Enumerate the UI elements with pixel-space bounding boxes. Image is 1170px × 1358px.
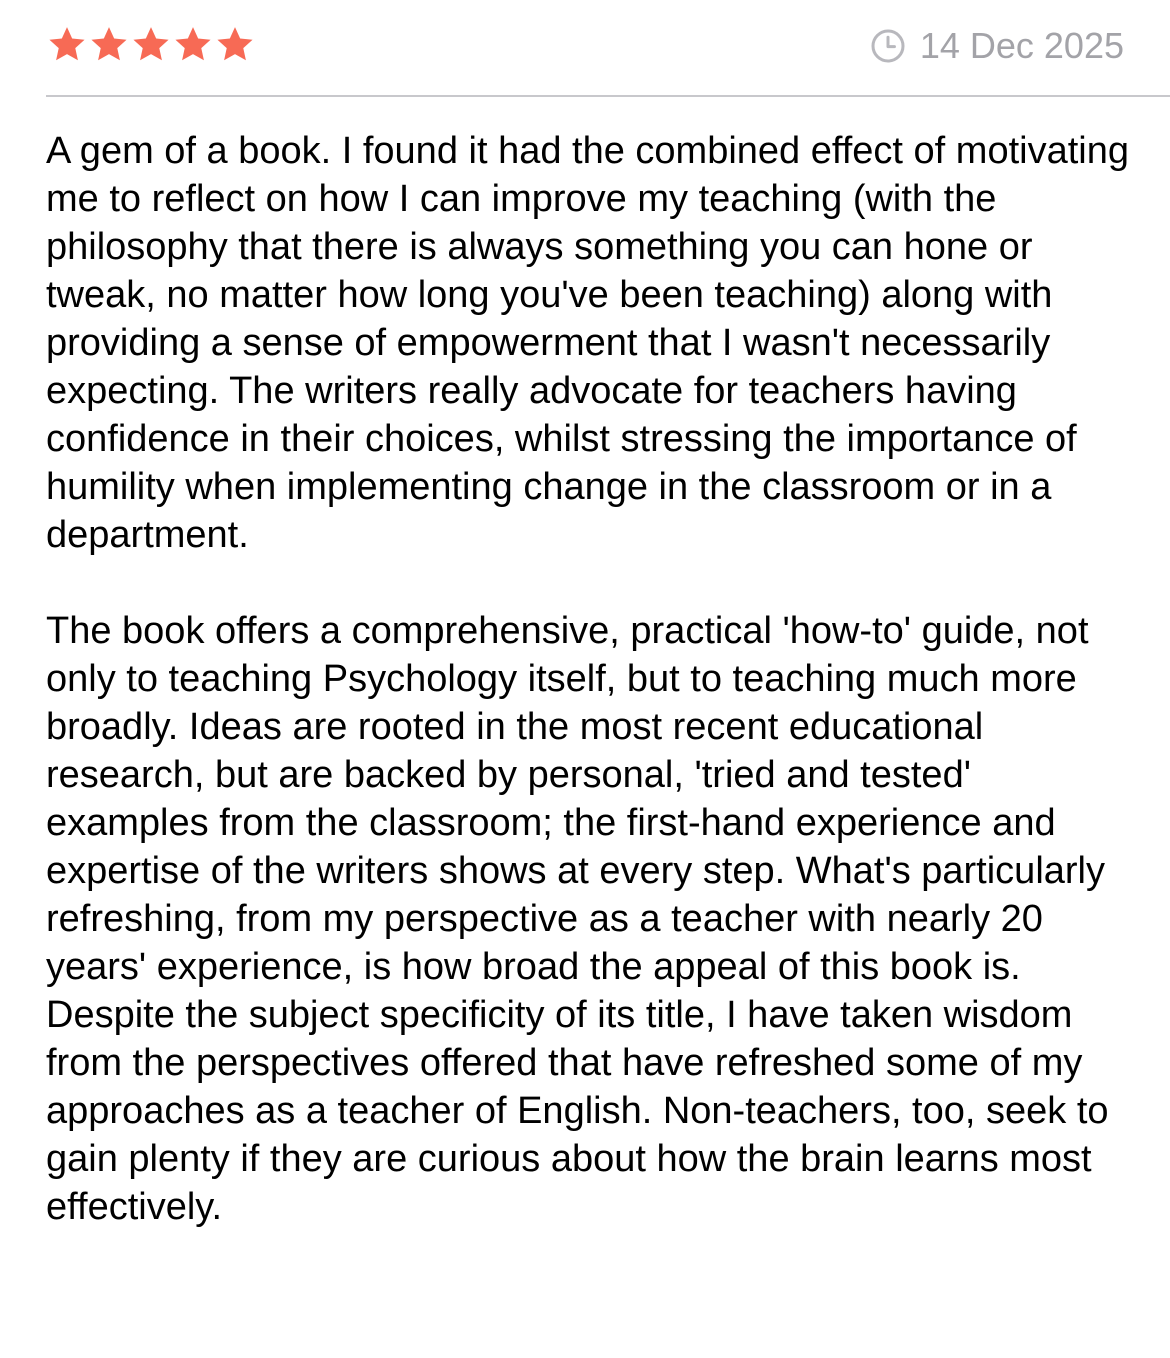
review-date-text: 14 Dec 2025 <box>919 25 1124 66</box>
star-icon <box>214 24 256 66</box>
review-paragraph-1: A gem of a book. I found it had the combined effect of motivating me to reflect on how I can improve my teaching (with the philosophy that there is always something you can hone or tweak, no matter how long you've been teaching) along with providing a sense of empowerment that I wasn't necessarily expecting. The writers really advocate for teachers having confidence in their choices, whilst stressing the importance of humility when implementing change in the classroom or in a department. <box>46 130 1129 556</box>
star-icon <box>88 24 130 66</box>
star-icon <box>130 24 172 66</box>
review-header <box>46 22 1124 70</box>
header-divider <box>46 95 1170 97</box>
review-paragraph-2: The book offers a comprehensive, practical 'how-to' guide, not only to teaching Psychology itself, but to teaching much more broadly. Ideas are rooted in the most recent educational research, but are backed by personal, 'tried and tested' examples from the classroom; the first-hand experience and expertise of the writers shows at every step. What's particularly refreshing, from my perspective as a teacher with nearly 20 years' experience, is how broad the appeal of this book is. Despite the subject specificity of its title, I have taken wisdom from the perspectives offered that have refreshed some of my approaches as a teacher of English. Non-teachers, too, seek to gain plenty if they are curious about how the brain learns most effectively. <box>46 610 1109 1228</box>
star-icon <box>172 24 214 66</box>
star-icon <box>46 24 88 66</box>
star-rating <box>46 24 256 68</box>
review-body <box>46 127 1142 1231</box>
clock-icon <box>870 28 906 64</box>
review-date <box>870 22 1124 70</box>
